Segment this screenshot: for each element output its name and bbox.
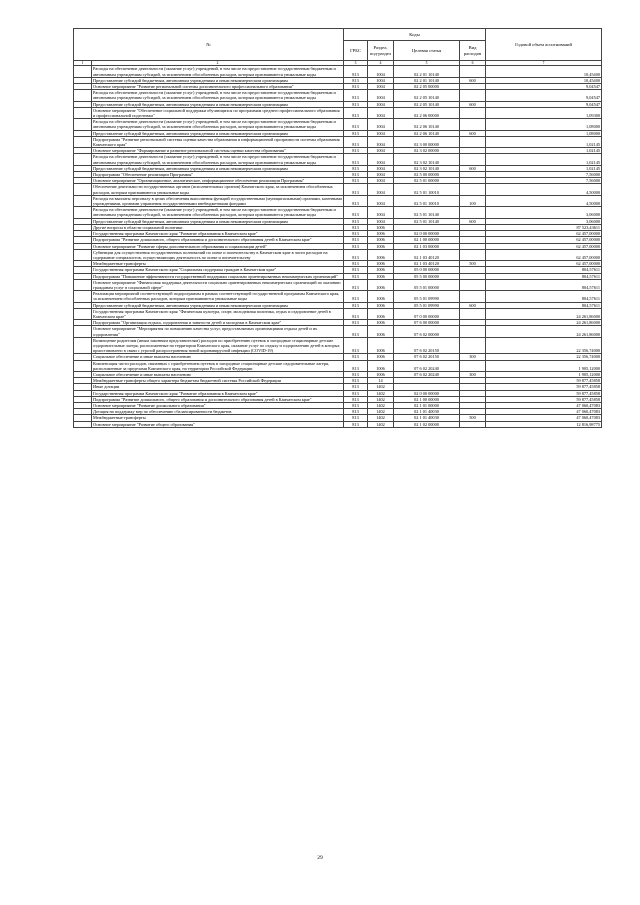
table-row <box>74 90 602 101</box>
row-amount: 62 457,00000 <box>486 249 602 260</box>
row-grbs: 813 <box>344 409 368 415</box>
row-amount: 10,45400 <box>486 66 602 77</box>
row-amount: 24 261,86000 <box>486 320 602 326</box>
row-amount: 59 877,45858 <box>486 384 602 390</box>
row-target-article: 05 5 01 00000 <box>394 279 460 290</box>
row-expense-type <box>460 207 486 218</box>
row-grbs: 813 <box>344 107 368 118</box>
row-section: 1006 <box>368 279 394 290</box>
row-amount: 22 356,74000 <box>486 354 602 360</box>
row-description: Дотация на поддержку мер по обеспечению сбалансированности бюджетов <box>92 409 344 415</box>
row-section: 1004 <box>368 195 394 206</box>
row-target-article: 02 1 03 00000 <box>394 243 460 249</box>
row-grbs: 813 <box>344 396 368 402</box>
row-amount: 59 877,45858 <box>486 378 602 384</box>
row-description: Предоставление субсидий бюджетным, автономным учреждениям и иным некоммерческим организациям <box>92 302 344 308</box>
row-description: Расходы на обеспечение деятельности (оказание услуг) учреждений, в том числе на предоставление государственным бюджетным и автономным учреждениям субсидий, за исключением обособленных расходов, которым присваиваются уникальные коды <box>92 66 344 77</box>
table-row <box>74 66 602 77</box>
row-number <box>74 207 92 218</box>
row-section: 1006 <box>368 243 394 249</box>
row-amount: 59 877,45858 <box>486 390 602 396</box>
row-section: 1004 <box>368 90 394 101</box>
row-amount: 59 877,45858 <box>486 396 602 402</box>
row-description: Межбюджетные трансферты общего характера бюджетам бюджетной системы Российской Федерации <box>92 378 344 384</box>
row-number <box>74 421 92 427</box>
row-target-article: 05 5 01 09990 <box>394 291 460 302</box>
row-target-article: 05 5 00 00000 <box>394 273 460 279</box>
table-row <box>74 291 602 302</box>
row-description: Межбюджетные трансферты <box>92 415 344 421</box>
row-target-article: 02 2 05 10140 <box>394 101 460 107</box>
row-grbs: 813 <box>344 267 368 273</box>
table-row <box>74 421 602 427</box>
row-expense-type <box>460 421 486 427</box>
row-description: Расходы на выплаты персоналу в целях обеспечения выполнения функций государственными (муниципальными) органами, казенными учреждениями, органами управления государственными внебюджетными фондами <box>93 195 342 207</box>
budget-table-page <box>73 28 601 428</box>
row-section: 1004 <box>368 218 394 224</box>
row-section: 14 <box>368 378 394 384</box>
row-amount: 47 060,47083 <box>486 409 602 415</box>
row-description: Предоставление субсидий бюджетным, автономным учреждениям и иным некоммерческим организациям <box>92 165 344 171</box>
row-amount: 9,04547 <box>486 101 602 107</box>
row-target-article: 02 1 01 40030 <box>394 415 460 421</box>
row-grbs: 813 <box>344 184 368 195</box>
row-description: Возмещение родителям (иным законным представителям) расходов по приобретению путевок в загородные стационарные детские оздоровительные лагеря, расположенные на территории Камчатского края, оказание услуг по отдыху и оздоровлению детей в которых приостановлено в связи с угрозой распространения новой коронавирусной инфекции (COVID-19) <box>92 337 344 354</box>
row-description: Расходы на обеспечение деятельности (оказание услуг) учреждений, в том числе на предоставление государственным бюджетным и автономным учреждениям субсидий, за исключением обособленных расходов, которым присваиваются уникальные коды <box>92 207 344 218</box>
row-grbs: 813 <box>344 261 368 267</box>
row-expense-type <box>460 119 486 130</box>
column-index: 3 <box>344 61 368 66</box>
row-expense-type: 600 <box>460 77 486 83</box>
row-number <box>74 291 92 302</box>
row-grbs: 813 <box>344 90 368 101</box>
row-amount: 24 261,86000 <box>486 308 602 319</box>
row-target-article: 02 2 05 00000 <box>394 84 460 90</box>
table-row <box>74 308 602 319</box>
row-number <box>74 107 92 118</box>
row-amount: 4,50000 <box>486 195 602 206</box>
row-expense-type <box>460 326 486 337</box>
row-grbs: 813 <box>344 291 368 302</box>
row-number <box>74 337 92 354</box>
row-description: Подпрограмма "Организация отдыха, оздоровления и занятости детей и молодежи в Камчатском крае" <box>92 320 344 326</box>
row-section: 1004 <box>368 165 394 171</box>
row-target-article: 02 2 05 10140 <box>394 90 460 101</box>
row-section: 1004 <box>368 178 394 184</box>
row-amount: 1 905,12000 <box>486 360 602 371</box>
row-amount: 4,50000 <box>486 184 602 195</box>
row-grbs: 813 <box>344 371 368 377</box>
row-grbs: 813 <box>344 136 368 147</box>
row-expense-type: 600 <box>460 130 486 136</box>
row-expense-type: 600 <box>460 302 486 308</box>
row-expense-type <box>460 66 486 77</box>
row-target-article: 05 0 00 00000 <box>394 267 460 273</box>
row-grbs: 813 <box>344 119 368 130</box>
header-target: Целевая статья <box>394 41 460 61</box>
row-target-article: 07 6 02 20150 <box>394 337 460 354</box>
table-row <box>74 360 602 371</box>
row-amount: 1,08000 <box>486 130 602 136</box>
row-grbs: 813 <box>344 337 368 354</box>
row-target-article: 02 2 06 10140 <box>394 130 460 136</box>
row-section: 1004 <box>368 101 394 107</box>
row-expense-type <box>460 360 486 371</box>
row-description: Подпрограмма "Развитие дошкольного, общего образования и дополнительного образования детей в Камчатском крае" <box>92 396 344 402</box>
row-grbs: 813 <box>344 384 368 390</box>
row-amount: 1,02145 <box>486 148 602 154</box>
row-expense-type: 300 <box>460 354 486 360</box>
row-expense-type: 500 <box>460 261 486 267</box>
table-row <box>74 107 602 118</box>
row-section: 1004 <box>368 77 394 83</box>
row-section: 1004 <box>368 154 394 165</box>
column-index: 4 <box>368 61 394 66</box>
row-description: Основное мероприятие "Развитие сферы дополнительного образования и социализации детей" <box>92 243 344 249</box>
row-number <box>74 249 92 260</box>
row-target-article: 02 2 01 10140 <box>394 66 460 77</box>
row-target-article: 07 6 02 00000 <box>394 326 460 337</box>
row-section: 1004 <box>368 148 394 154</box>
row-grbs: 813 <box>344 302 368 308</box>
row-expense-type <box>460 154 486 165</box>
row-description: Государственная программа Камчатского края "Развитие образования в Камчатском крае" <box>92 231 344 237</box>
row-target-article: 02 5 00 00000 <box>394 172 460 178</box>
row-amount: 62 457,00000 <box>486 237 602 243</box>
row-expense-type <box>460 136 486 147</box>
row-amount: 22 356,74000 <box>486 337 602 354</box>
row-section: 1402 <box>368 409 394 415</box>
row-amount: 87 523,43611 <box>486 224 602 230</box>
row-description: Основное мероприятие "Развитие региональной системы дополнительного профессионального образования" <box>92 84 344 90</box>
row-target-article: 02 1 01 00000 <box>394 402 460 408</box>
row-section: 1006 <box>368 337 394 354</box>
row-number <box>74 326 92 337</box>
row-section: 1004 <box>368 119 394 130</box>
row-section: 1402 <box>368 384 394 390</box>
row-amount: 12 816,98775 <box>486 421 602 427</box>
row-target-article: 07 6 00 00000 <box>394 320 460 326</box>
row-expense-type: 600 <box>460 218 486 224</box>
row-target-article: 02 5 01 10140 <box>394 218 460 224</box>
row-number <box>74 66 92 77</box>
row-amount: 10,45400 <box>486 77 602 83</box>
row-target-article: 02 2 06 00000 <box>394 107 460 118</box>
row-description: Расходы на обеспечение деятельности (оказание услуг) учреждений, в том числе на предоставление государственным бюджетным и автономным учреждениям субсидий, за исключением обособленных расходов, которым присваиваются уникальные коды <box>92 90 344 101</box>
row-expense-type <box>460 107 486 118</box>
row-amount: 9,04547 <box>486 90 602 101</box>
header-expense-type: Вид расходов <box>460 41 486 61</box>
row-grbs: 813 <box>344 249 368 260</box>
row-target-article: 07 6 02 20150 <box>394 354 460 360</box>
row-target-article: 02 3 02 10140 <box>394 154 460 165</box>
row-grbs: 813 <box>344 402 368 408</box>
row-grbs: 813 <box>344 243 368 249</box>
row-description: Основное мероприятие "Развитие дошкольного образования" <box>92 402 344 408</box>
row-section: 1006 <box>368 231 394 237</box>
row-amount: 1,02145 <box>486 165 602 171</box>
row-target-article: 02 2 01 10140 <box>394 77 460 83</box>
column-index: 7 <box>486 61 602 66</box>
header-grbs: ГРБС <box>344 41 368 61</box>
row-target-article: 07 6 02 20240 <box>394 360 460 371</box>
row-grbs: 813 <box>344 308 368 319</box>
row-grbs: 813 <box>344 195 368 206</box>
row-amount: 9,04547 <box>486 84 602 90</box>
row-expense-type <box>460 279 486 290</box>
row-target-article: 02 5 01 10010 <box>394 184 460 195</box>
row-description: Обеспечение деятельности государственных органов (исполнительных органов) Камчатского края, за исключением обособленных расходов, которым присваиваются уникальные коды <box>92 184 344 195</box>
table-row <box>74 279 602 290</box>
row-expense-type: 300 <box>460 371 486 377</box>
row-description: Основное мероприятие "Финансовая поддержка деятельности социально ориентированных некоммерческих организаций по оказанию гражданам услуг в социальной сфере" <box>92 279 344 290</box>
row-description: Основное мероприятие "Развитие общего образования" <box>92 421 344 427</box>
row-description: Подпрограмма "Повышение эффективности государственной поддержки социально ориентированных некоммерческих организаций" <box>92 273 344 279</box>
row-amount: 62 457,00000 <box>486 261 602 267</box>
row-expense-type <box>460 184 486 195</box>
table-row <box>74 326 602 337</box>
row-target-article: 02 3 00 00000 <box>394 136 460 147</box>
column-index: 5 <box>394 61 460 66</box>
row-description: Социальное обеспечение и иные выплаты населению <box>92 371 344 377</box>
row-section: 1006 <box>368 302 394 308</box>
row-amount: 47 060,47083 <box>486 415 602 421</box>
row-amount: 1,08000 <box>486 119 602 130</box>
row-section: 1006 <box>368 237 394 243</box>
row-amount: 3,06000 <box>486 207 602 218</box>
row-number <box>74 119 92 130</box>
row-amount: 47 060,47083 <box>486 402 602 408</box>
row-grbs: 813 <box>344 237 368 243</box>
row-amount: 804,57611 <box>486 302 602 308</box>
row-description: Субвенции для осуществления государственных полномочий по опеке и попечительству в Камчатском крае в части расходов на содержание специалистов, осуществляющих деятельность по опеке и попечительству <box>92 249 344 260</box>
row-description: Государственная программа Камчатского края "Развитие образования в Камчатском крае" <box>92 390 344 396</box>
row-grbs: 813 <box>344 415 368 421</box>
row-grbs: 813 <box>344 279 368 290</box>
row-description: Предоставление субсидий бюджетным, автономным учреждениям и иным некоммерческим организациям <box>92 101 344 107</box>
row-section: 1402 <box>368 421 394 427</box>
row-amount: 62 457,00000 <box>486 231 602 237</box>
row-expense-type <box>460 90 486 101</box>
row-grbs: 813 <box>344 84 368 90</box>
budget-table <box>73 28 602 428</box>
row-description: Государственная программа Камчатского края "Социальная поддержка граждан в Камчатском крае" <box>92 267 344 273</box>
row-target-article: 02 5 01 10010 <box>394 195 460 206</box>
row-target-article: 02 3 02 10140 <box>394 165 460 171</box>
row-description: Иные дотации <box>92 384 344 390</box>
row-description: Межбюджетные трансферты <box>92 261 344 267</box>
row-description: Основное мероприятие "Мероприятия по повышению качества услуг, предоставляемых организациями отдыха детей и их оздоровления" <box>92 326 344 337</box>
page-number: 29 <box>317 855 323 861</box>
row-number <box>74 360 92 371</box>
column-index: 1 <box>74 61 92 66</box>
row-grbs: 813 <box>344 66 368 77</box>
row-section: 1006 <box>368 360 394 371</box>
row-grbs: 813 <box>344 207 368 218</box>
row-expense-type <box>460 249 486 260</box>
row-target-article: 02 0 00 00000 <box>394 390 460 396</box>
row-section: 1402 <box>368 402 394 408</box>
row-number <box>74 184 92 195</box>
row-description: Основное мероприятие "Формирование и развитие региональной системы оценки качества образования" <box>92 148 344 154</box>
row-description: Основное мероприятие "Организационное, аналитическое, информационное обеспечение реализации Программы" <box>92 178 344 184</box>
row-section: 1004 <box>368 130 394 136</box>
row-target-article: 02 1 01 40030 <box>394 409 460 415</box>
row-description: Реализация мероприятий соответствующей подпрограммы в рамках соответствующей государственной программы Камчатского края, за исключением обособленных расходов, которым присваиваются уникальные коды <box>92 291 344 302</box>
row-number <box>74 279 92 290</box>
table-row <box>74 337 602 354</box>
row-number <box>74 90 92 101</box>
row-grbs: 813 <box>344 354 368 360</box>
row-target-article: 02 1 02 00000 <box>394 421 460 427</box>
row-description: Подпрограмма "Развитие дошкольного, общего образования и дополнительного образования детей в Камчатском крае" <box>92 237 344 243</box>
header-codes: Коды <box>344 29 486 41</box>
row-description: Предоставление субсидий бюджетным, автономным учреждениям и иным некоммерческим организациям <box>92 130 344 136</box>
row-section: 1006 <box>368 249 394 260</box>
row-section: 1402 <box>368 415 394 421</box>
row-grbs: 813 <box>344 154 368 165</box>
row-grbs: 813 <box>344 320 368 326</box>
row-number <box>74 136 92 147</box>
row-expense-type: 500 <box>460 415 486 421</box>
row-grbs: 813 <box>344 77 368 83</box>
row-description: Основное мероприятие "Обеспечение социальной поддержки обучающихся по программам среднего профессионального образования и профессиональной подготовки" <box>92 107 344 118</box>
row-grbs: 813 <box>344 360 368 371</box>
row-section: 1004 <box>368 107 394 118</box>
table-row <box>74 207 602 218</box>
row-section: 1006 <box>368 308 394 319</box>
row-section: 1006 <box>368 371 394 377</box>
row-grbs: 813 <box>344 390 368 396</box>
header-number: № <box>74 29 344 61</box>
row-section: 1006 <box>368 320 394 326</box>
row-expense-type <box>460 337 486 354</box>
row-grbs: 813 <box>344 218 368 224</box>
table-body <box>74 66 602 427</box>
row-target-article: 07 0 00 00000 <box>394 308 460 319</box>
row-section: 1006 <box>368 273 394 279</box>
row-grbs: 813 <box>344 224 368 230</box>
header-amount: Годовой объем ассигнований <box>486 29 602 61</box>
row-description: Подпрограмма "Развитие региональной системы оценки качества образования и информационной прозрачности системы образования Камчатского края" <box>92 136 344 147</box>
table-row <box>74 154 602 165</box>
row-target-article: 02 1 03 40120 <box>394 249 460 260</box>
row-amount: 804,57611 <box>486 267 602 273</box>
row-section: 1004 <box>368 84 394 90</box>
row-section: 1004 <box>368 136 394 147</box>
row-description: Подпрограмма "Обеспечение реализации Программы" <box>92 172 344 178</box>
row-description: Предоставление субсидий бюджетным, автономным учреждениям и иным некоммерческим организациям <box>92 218 344 224</box>
row-section: 1402 <box>368 396 394 402</box>
row-section: 1402 <box>368 390 394 396</box>
row-section: 1006 <box>368 267 394 273</box>
row-number <box>74 154 92 165</box>
row-section: 1004 <box>368 66 394 77</box>
row-target-article: 07 6 02 20240 <box>394 371 460 377</box>
header-section: Раздел, под-раздел <box>368 41 394 61</box>
row-amount: 1,02145 <box>486 154 602 165</box>
row-target-article: 02 3 02 00000 <box>394 148 460 154</box>
row-target-article: 02 0 00 00000 <box>394 231 460 237</box>
row-section: 1004 <box>368 184 394 195</box>
row-amount: 804,57611 <box>486 291 602 302</box>
row-target-article: 02 1 00 00000 <box>394 396 460 402</box>
column-index: 2 <box>92 61 344 66</box>
table-row <box>74 195 602 206</box>
row-section: 1006 <box>368 224 394 230</box>
row-description: Государственная программа Камчатского края "Физическая культура, спорт, молодежная политика, отдых и оздоровление детей в Камчатском крае" <box>92 308 344 319</box>
row-amount: 7,56000 <box>486 172 602 178</box>
row-section: 1006 <box>368 326 394 337</box>
row-expense-type: 100 <box>460 195 486 206</box>
row-description: Другие вопросы в области социальной политики <box>92 224 344 230</box>
table-row <box>74 136 602 147</box>
table-row <box>74 249 602 260</box>
row-expense-type <box>460 291 486 302</box>
row-amount: 7,56000 <box>486 178 602 184</box>
row-section: 1004 <box>368 172 394 178</box>
row-amount: 804,57611 <box>486 279 602 290</box>
row-target-article: 02 5 01 00000 <box>394 178 460 184</box>
row-number <box>74 308 92 319</box>
row-section: 1004 <box>368 207 394 218</box>
row-grbs: 813 <box>344 101 368 107</box>
row-grbs: 813 <box>344 130 368 136</box>
row-description: Расходы на обеспечение деятельности (оказание услуг) учреждений, в том числе на предоставление государственным бюджетным и автономным учреждениям субсидий, за исключением обособленных расходов, которым присваиваются уникальные коды <box>92 154 344 165</box>
row-description: Социальное обеспечение и иные выплаты населению <box>92 354 344 360</box>
row-grbs: 813 <box>344 178 368 184</box>
row-amount: 62 457,00000 <box>486 243 602 249</box>
row-grbs: 813 <box>344 378 368 384</box>
row-expense-type: 600 <box>460 165 486 171</box>
row-target-article: 02 1 00 00000 <box>394 237 460 243</box>
row-amount: 1 905,12000 <box>486 371 602 377</box>
row-amount: 24 261,86000 <box>486 326 602 337</box>
row-grbs: 813 <box>344 231 368 237</box>
row-section: 1006 <box>368 261 394 267</box>
row-grbs: 813 <box>344 273 368 279</box>
row-expense-type: 600 <box>460 101 486 107</box>
row-number <box>74 195 92 206</box>
row-amount: 804,57611 <box>486 273 602 279</box>
row-section: 1006 <box>368 354 394 360</box>
row-grbs: 813 <box>344 165 368 171</box>
row-grbs: 813 <box>344 326 368 337</box>
row-description: Компенсация части расходов, связанных с приобретением путевок в загородные стационарные детские оздоровительные лагеря, расположенные за пределами Камчатского края, на территории Российской Федерации <box>92 360 344 371</box>
row-target-article: 02 2 06 10140 <box>394 119 460 130</box>
row-grbs: 813 <box>344 172 368 178</box>
table-row <box>74 184 602 195</box>
table-row <box>74 119 602 130</box>
row-target-article: 02 1 03 40120 <box>394 261 460 267</box>
row-target-article: 02 5 01 10140 <box>394 207 460 218</box>
row-description: Предоставление субсидий бюджетным, автономным учреждениям и иным некоммерческим организациям <box>92 77 344 83</box>
row-grbs: 813 <box>344 148 368 154</box>
row-expense-type <box>460 308 486 319</box>
row-amount: 3,06000 <box>486 218 602 224</box>
row-grbs: 813 <box>344 421 368 427</box>
row-target-article: 05 5 01 09990 <box>394 302 460 308</box>
row-amount: 1,09300 <box>486 107 602 118</box>
row-amount: 1,02145 <box>486 136 602 147</box>
row-section: 1006 <box>368 291 394 302</box>
column-index: 6 <box>460 61 486 66</box>
row-description: Расходы на обеспечение деятельности (оказание услуг) учреждений, в том числе на предоставление государственным бюджетным и автономным учреждениям субсидий, за исключением обособленных расходов, которым присваиваются уникальные коды <box>92 119 344 130</box>
